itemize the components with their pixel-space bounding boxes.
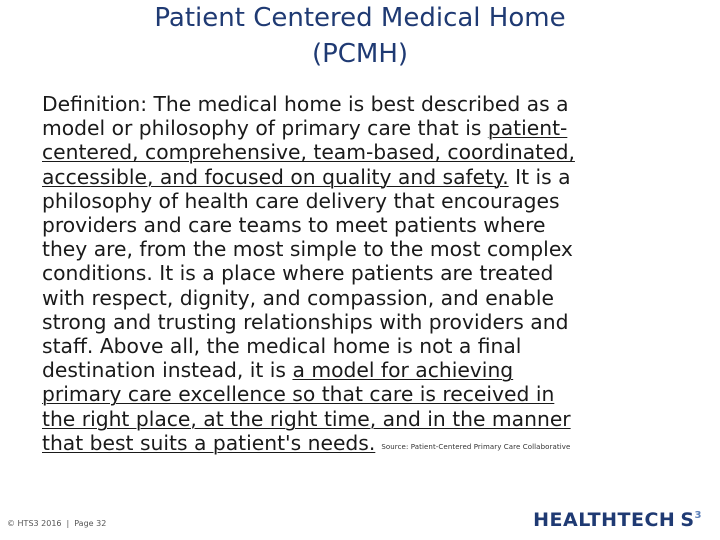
slide-title-line-1: Patient Centered Medical Home xyxy=(154,3,566,33)
healthtech-logo xyxy=(533,509,702,531)
underlined-text: primary care excellence so that care is received in xyxy=(42,382,555,407)
underlined-text: centered, comprehensive, team-based, coordinated, xyxy=(42,140,575,165)
definition-paragraph xyxy=(42,92,682,459)
underlined-text: a model for achieving xyxy=(292,358,514,383)
paragraph-text: philosophy of health care delivery that encourages xyxy=(42,188,560,213)
paragraph-text: strong and trusting relationships with providers and xyxy=(42,309,569,334)
paragraph-text: staff. Above all, the medical home is not a final xyxy=(42,334,522,359)
paragraph-line xyxy=(42,286,682,310)
slide-title-line-2: (PCMH) xyxy=(311,39,409,69)
logo-s-text: S xyxy=(680,509,695,531)
paragraph-text: conditions. It is a place where patients are treated xyxy=(42,261,554,286)
source-citation: Source: Patient-Centered Primary Care Collaborative xyxy=(381,442,571,451)
paragraph-line xyxy=(42,92,682,116)
slide-title xyxy=(60,0,660,72)
paragraph-text: It is a xyxy=(508,164,571,189)
logo-tech-text: TECH xyxy=(617,509,676,531)
paragraph-text: with respect, dignity, and compassion, and enable xyxy=(42,285,554,310)
footer-copyright: © HTS3 2016 xyxy=(7,519,62,528)
paragraph-line xyxy=(42,358,682,382)
paragraph-line xyxy=(42,431,682,459)
paragraph-line xyxy=(42,261,682,285)
paragraph-text: model or philosophy of primary care that is xyxy=(42,116,488,141)
footer-page-number: Page 32 xyxy=(74,519,107,528)
underlined-text: patient- xyxy=(487,116,568,141)
paragraph-text: providers and care teams to meet patients where xyxy=(42,213,546,238)
underlined-text: that best suits a patient's needs. xyxy=(42,430,376,455)
paragraph-line xyxy=(42,116,682,140)
paragraph-line xyxy=(42,213,682,237)
logo-superscript: 3 xyxy=(694,510,702,521)
footer-separator: | xyxy=(66,519,70,528)
underlined-text: the right place, at the right time, and in the manner xyxy=(42,406,571,431)
paragraph-text: they are, from the most simple to the most complex xyxy=(42,237,573,262)
paragraph-line xyxy=(42,237,682,261)
paragraph-line xyxy=(42,407,682,431)
footer xyxy=(7,519,106,528)
paragraph-line xyxy=(42,310,682,334)
paragraph-text: destination instead, it is xyxy=(42,358,293,383)
paragraph-line xyxy=(42,189,682,213)
logo-health-text: HEALTH xyxy=(533,509,618,531)
underlined-text: accessible, and focused on quality and safety. xyxy=(42,164,509,189)
paragraph-line xyxy=(42,334,682,358)
paragraph-line xyxy=(42,382,682,406)
paragraph-line xyxy=(42,165,682,189)
paragraph-line xyxy=(42,140,682,164)
paragraph-text: Definition: The medical home is best described as a xyxy=(42,92,569,116)
